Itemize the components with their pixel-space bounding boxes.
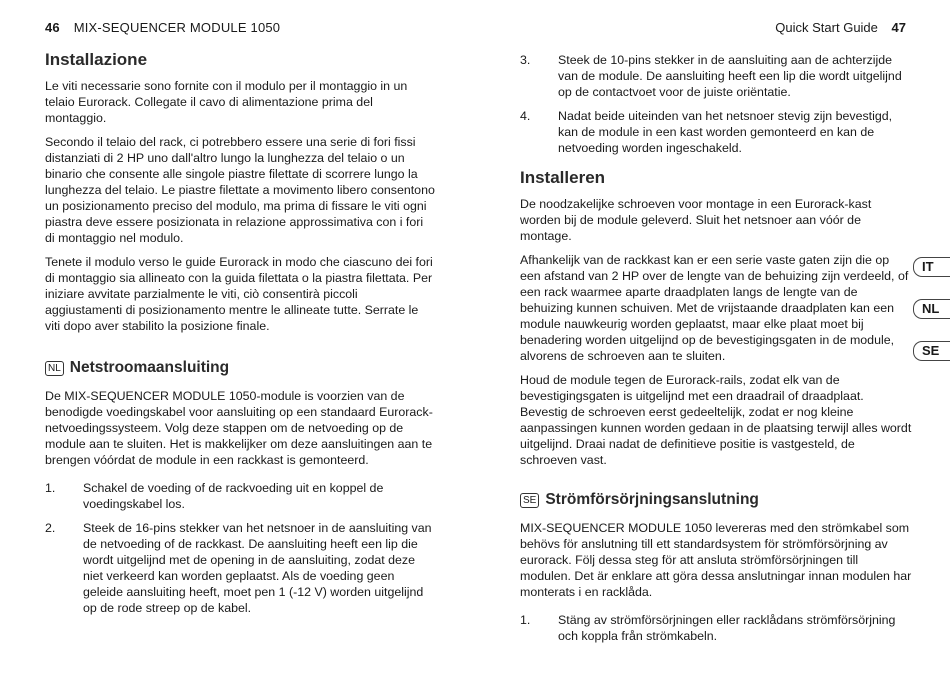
- section-title-installazione: Installazione: [45, 50, 148, 69]
- right-column: [520, 52, 912, 652]
- section-header-netstroom: [45, 360, 435, 376]
- step-text: Stäng av strömförsörjningen eller racklådans strömförsörjning och koppla från strömkabeln.: [558, 613, 896, 643]
- step-number: 2.: [45, 521, 56, 535]
- step-text: Steek de 16-pins stekker van het netsnoer in de aansluiting van de netvoeding of de rackkast. De aansluiting heeft een lip die wordt uitgelijnd met de opening in de aansluiting, zodat deze niet verkeerd kan worden geplaatst. Als de voeding geen geleide aansluiting heeft, moet pen 1 (-12 V) worden uitgelijnd op de rode streep op de kabel.: [83, 521, 432, 615]
- header-right: [775, 20, 906, 35]
- left-page-number: 46: [45, 20, 60, 35]
- right-page-number: 47: [891, 20, 906, 35]
- language-badge: SE: [520, 493, 539, 508]
- step-text: Schakel de voeding of de rackvoeding uit en koppel de voedingskabel los.: [83, 481, 384, 511]
- list-item: [520, 612, 912, 644]
- paragraph: Secondo il telaio del rack, ci potrebbero essere una serie di fori fissi distanziati di 2 HP uno dall'altro lungo la lunghezza del telaio o un binario che consente alle singole piastre filettate di scorrere lungo la lunghezza del telaio. Le piastre filettate a movimento libero consentono un posizionamento preciso del modulo, ma prima di fissare le viti ogni piastra deve essere posizionata in relazione approssimativa con i fori di montaggio nel modulo.: [45, 135, 435, 245]
- paragraph: Houd de module tegen de Eurorack-rails, zodat elk van de bevestigingsgaten is uitgelijnd met een draadrail of draadplaat. Bevestig de schroeven eerst gedeeltelijk, zodat er nog kleine aanpassingen kunnen worden gedaan in de plaatsing terwijl alles wordt uitgelijnd. Draai nadat de definitieve positie is vastgesteld, de schroeven vast.: [520, 373, 912, 467]
- paragraph: De MIX-SEQUENCER MODULE 1050-module is voorzien van de benodigde voedingskabel voor aansluiting op een standaard Eurorack-netvoedingssysteem. Volg deze stappen om de netvoeding op de module aan te sluiten. Het is makkelijker om deze aansluitingen aan te brengen vóórdat de module in een rackkast is gemonteerd.: [45, 389, 433, 467]
- header-left: [45, 20, 280, 35]
- steps-list: [45, 480, 435, 616]
- step-text: Nadat beide uiteinden van het netsnoer stevig zijn bevestigd, kan de module in een kast worden gemonteerd en kan de netvoeding worden ingeschakeld.: [558, 109, 893, 155]
- paragraph: MIX-SEQUENCER MODULE 1050 levereras med den strömkabel som behövs för anslutning till ett standardsystem för strömförsörjning av eurorack. Följ dessa steg för att ansluta strömförsörjningen till modulen. Det är enklare att göra dessa anslutningar innan modulen har monterats i en racklåda.: [520, 521, 912, 599]
- language-badge: NL: [45, 361, 64, 376]
- section-title-netstroomaansluiting: Netstroomaansluiting: [69, 359, 230, 376]
- steps-list: [520, 52, 912, 156]
- right-running-title: Quick Start Guide: [775, 20, 878, 35]
- list-item: [520, 52, 912, 100]
- tab-nl[interactable]: NL: [913, 299, 950, 319]
- left-column: [45, 52, 435, 624]
- tab-it[interactable]: IT: [913, 257, 950, 277]
- step-number: 1.: [520, 613, 531, 627]
- language-tabs: [913, 257, 950, 383]
- steps-list: [520, 612, 912, 644]
- paragraph: Le viti necessarie sono fornite con il modulo per il montaggio in un telaio Eurorack. Collegate il cavo di alimentazione prima del montaggio.: [45, 79, 408, 125]
- list-item: [45, 520, 435, 616]
- step-number: 1.: [45, 481, 56, 495]
- left-running-title: MIX-SEQUENCER MODULE 1050: [73, 20, 281, 35]
- paragraph: Tenete il modulo verso le guide Eurorack in modo che ciascuno dei fori di montaggio sia allineato con la guida filettata o la piastra filettata. Per iniziare avvitate parzialmente le viti, ciò consentirà piccoli aggiustamenti di posizionamento mentre le allineate tutte. Serrate le viti dopo aver stabilito la posizione finale.: [45, 255, 433, 333]
- paragraph: Afhankelijk van de rackkast kan er een serie vaste gaten zijn die op een afstand van 2 HP over de lengte van de behuizing zijn verdeeld, of een rack waarmee aparte draadplaten langs de lengte van de behuizing kunnen schuiven. Met de vrijstaande draadplaten kan een module nauwkeurig worden geplaatst, maar elke plaat moet bij benadering worden uitgelijnd op de bevestigingsgaten in de module, alvorens de schroeven aan te sluiten.: [520, 253, 909, 363]
- section-title-installeren: Installeren: [520, 168, 606, 187]
- section-title-stromforsorjningsanslutning: Strömförsörjningsanslutning: [545, 491, 759, 508]
- paragraph: De noodzakelijke schroeven voor montage in een Eurorack-kast worden bij de module geleverd. Sluit het netsnoer aan vóór de montage.: [520, 197, 872, 243]
- list-item: [45, 480, 435, 512]
- step-number: 3.: [520, 53, 531, 67]
- step-number: 4.: [520, 109, 531, 123]
- tab-se[interactable]: SE: [913, 341, 950, 361]
- list-item: [520, 108, 912, 156]
- section-header-stromforsorjning: [520, 492, 912, 508]
- step-text: Steek de 10-pins stekker in de aansluiting aan de achterzijde van de module. De aansluiting heeft een lip die wordt uitgelijnd op de contactvoet voor de juiste oriëntatie.: [558, 53, 902, 99]
